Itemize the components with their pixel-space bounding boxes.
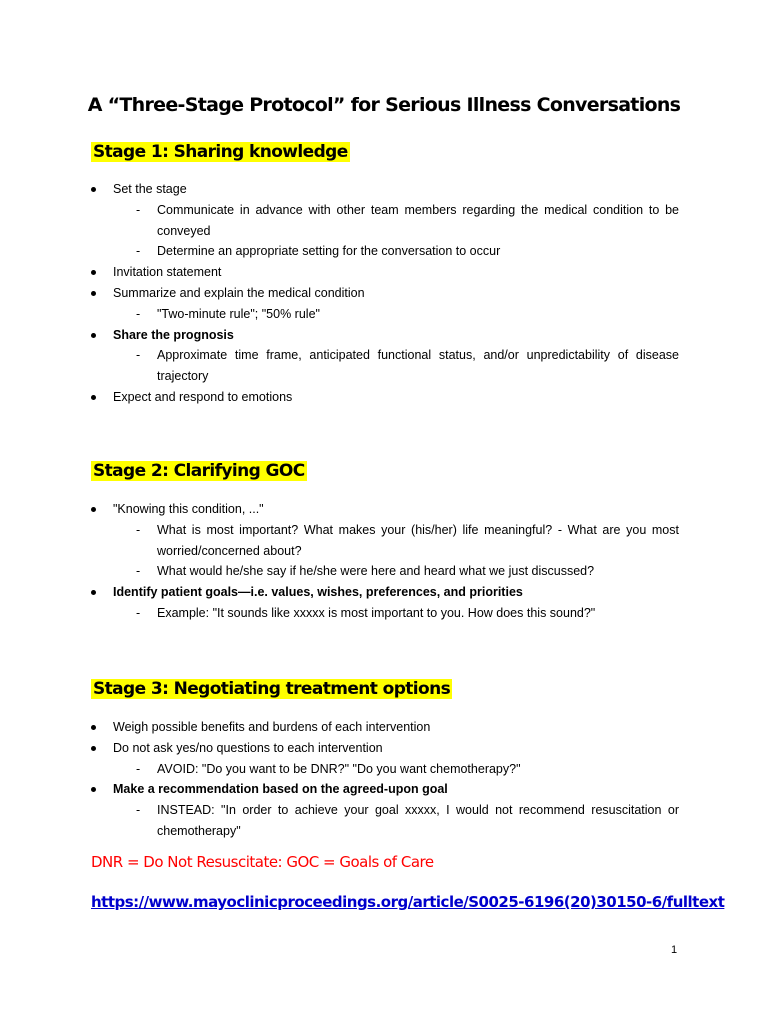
sub-list-item: - Communicate in advance with other team members regarding the medical condition to be conveyed bbox=[91, 200, 679, 242]
stage-3-list bbox=[91, 717, 679, 842]
list-item: Expect and respond to emotions bbox=[91, 387, 679, 408]
sub-list-item: - What is most important? What makes your (his/her) life meaningful? - What are you most worried/concerned about? bbox=[91, 520, 679, 562]
sub-list-item: - "Two-minute rule"; "50% rule" bbox=[91, 304, 679, 325]
list-item: Identify patient goals—i.e. values, wishes, preferences, and priorities bbox=[91, 582, 679, 603]
stage-2-list bbox=[91, 499, 679, 624]
list-item: Set the stage bbox=[91, 179, 679, 200]
list-item: Do not ask yes/no questions to each intervention bbox=[91, 738, 679, 759]
sub-list-item: - What would he/she say if he/she were here and heard what we just discussed? bbox=[91, 561, 679, 582]
list-item: Share the prognosis bbox=[91, 325, 679, 346]
page-number: 1 bbox=[671, 944, 678, 956]
document-title: A “Three-Stage Protocol” for Serious Illness Conversations bbox=[87, 94, 681, 116]
list-item: Weigh possible benefits and burdens of each intervention bbox=[91, 717, 679, 738]
dnr-definition: DNR = Do Not Resuscitate: bbox=[91, 853, 283, 871]
sub-list-item: - Example: "It sounds like xxxxx is most important to you. How does this sound?" bbox=[91, 603, 679, 624]
stage-2-heading: Stage 2: Clarifying GOC bbox=[93, 461, 305, 481]
stage-1-list bbox=[91, 179, 679, 408]
list-item: Make a recommendation based on the agreed-upon goal bbox=[91, 779, 679, 800]
stage-3-heading: Stage 3: Negotiating treatment options bbox=[93, 679, 451, 699]
goc-definition: GOC = Goals of Care bbox=[282, 853, 434, 871]
abbreviation-note bbox=[91, 853, 434, 871]
sub-list-item: - Determine an appropriate setting for the conversation to occur bbox=[91, 241, 679, 262]
list-item: Invitation statement bbox=[91, 262, 679, 283]
sub-list-item: - AVOID: "Do you want to be DNR?" "Do you want chemotherapy?" bbox=[91, 759, 679, 780]
source-link[interactable]: https://www.mayoclinicproceedings.org/article/S0025-6196(20)30150-6/fulltext bbox=[91, 893, 725, 911]
sub-list-item: - Approximate time frame, anticipated functional status, and/or unpredictability of disease trajectory bbox=[91, 345, 679, 387]
list-item: Summarize and explain the medical condition bbox=[91, 283, 679, 304]
list-item: "Knowing this condition, ..." bbox=[91, 499, 679, 520]
sub-list-item: - INSTEAD: "In order to achieve your goal xxxxx, I would not recommend resuscitation or chemotherapy" bbox=[91, 800, 679, 842]
stage-1-heading: Stage 1: Sharing knowledge bbox=[93, 142, 348, 162]
